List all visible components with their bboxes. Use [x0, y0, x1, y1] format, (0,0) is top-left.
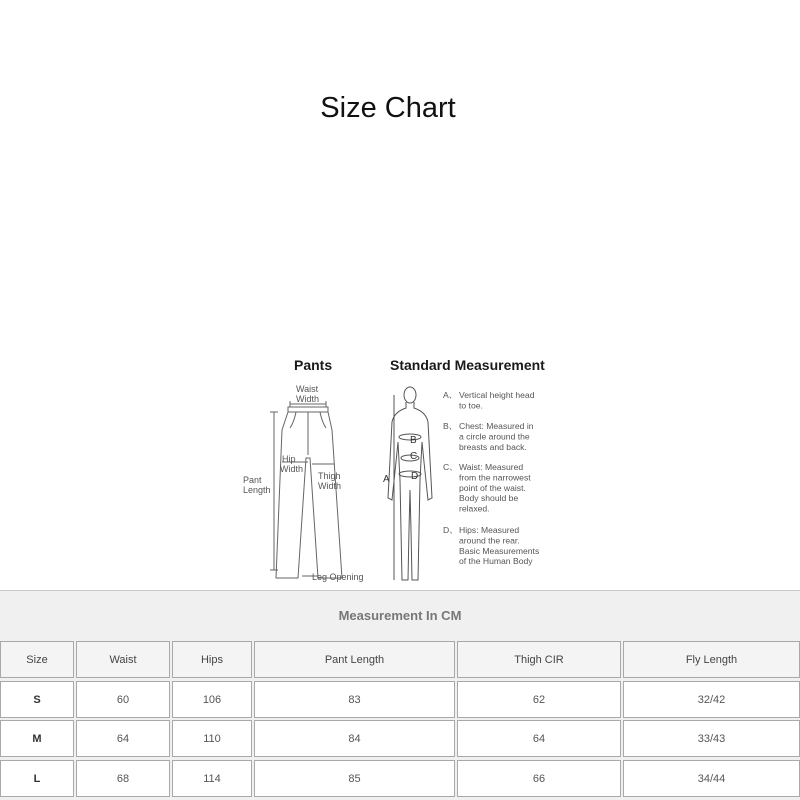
legend-line: Waist: Measured — [459, 462, 524, 472]
legend-key-1: B、 — [443, 421, 458, 431]
table-cell: L — [0, 760, 74, 797]
hip-label: Hip — [282, 454, 296, 464]
legend-key-3: D、 — [443, 525, 458, 535]
table-cell: 62 — [457, 681, 621, 718]
table-cell: 83 — [254, 681, 455, 718]
legend-line: Vertical height head — [459, 390, 535, 400]
table-cell: 64 — [457, 720, 621, 757]
legend-line: from the narrowest — [459, 472, 531, 483]
table-cell: S — [0, 681, 74, 718]
table-cell: 32/42 — [623, 681, 800, 718]
legend-line: Basic Measurements — [459, 545, 540, 556]
body-measurement-bands — [394, 395, 421, 580]
measurement-diagram-svg — [230, 350, 570, 590]
table-header-cell: Pant Length — [254, 641, 455, 678]
measurement-legend — [443, 390, 539, 566]
table-cell: 66 — [457, 760, 621, 797]
leg-opening-label: Leg Opening — [312, 572, 364, 582]
waist-width-label: Width — [296, 394, 320, 404]
legend-line: of the Human Body — [459, 556, 533, 567]
table-cell: 85 — [254, 760, 455, 797]
table-cell: 34/44 — [623, 760, 800, 797]
table-cell: M — [0, 720, 74, 757]
pant-length-label: Length — [243, 485, 271, 495]
legend-key-2: C、 — [443, 462, 458, 472]
table-cell: 33/43 — [623, 720, 800, 757]
legend-line: Hips: Measured — [459, 525, 520, 535]
page-title: Size Chart — [320, 92, 456, 124]
pant-label: Pant — [243, 475, 262, 485]
table-cell: 84 — [254, 720, 455, 757]
legend-line: point of the waist. — [459, 482, 526, 493]
table-header-cell: Fly Length — [623, 641, 800, 678]
legend-key-0: A、 — [443, 390, 458, 400]
measurement-diagram — [230, 350, 570, 590]
table-header-cell: Size — [0, 641, 74, 678]
body-letter-b: B — [410, 435, 417, 446]
body-letter-a: A — [383, 474, 390, 485]
table-cell: 60 — [76, 681, 170, 718]
measurement-table — [0, 590, 800, 800]
body-letter-d: D — [411, 471, 419, 482]
table-cell: 64 — [76, 720, 170, 757]
table-caption: Measurement In CM — [0, 590, 800, 639]
hip-width-label: Width — [280, 464, 304, 474]
pants-heading: Pants — [294, 357, 333, 373]
thigh-label: Thigh — [318, 471, 341, 481]
table-cell: 110 — [172, 720, 252, 757]
body-letter-c: C — [410, 451, 418, 462]
waist-label: Waist — [296, 384, 319, 394]
table-header-cell: Thigh CIR — [457, 641, 621, 678]
legend-line: to toe. — [459, 400, 483, 411]
standard-measurement-heading: Standard Measurement — [390, 357, 545, 373]
legend-line: breasts and back. — [459, 441, 527, 452]
thigh-width-label: Width — [318, 481, 342, 491]
pants-illustration — [276, 407, 342, 578]
legend-line: Body should be — [459, 493, 519, 504]
body-illustration — [388, 387, 432, 580]
legend-line: Chest: Measured in — [459, 421, 534, 431]
table-header-cell: Waist — [76, 641, 170, 678]
table-header-cell: Hips — [172, 641, 252, 678]
table-cell: 106 — [172, 681, 252, 718]
legend-line: a circle around the — [459, 431, 530, 442]
table-cell: 68 — [76, 760, 170, 797]
legend-line: around the rear. — [459, 535, 520, 546]
legend-line: relaxed. — [459, 503, 490, 514]
table-cell: 114 — [172, 760, 252, 797]
